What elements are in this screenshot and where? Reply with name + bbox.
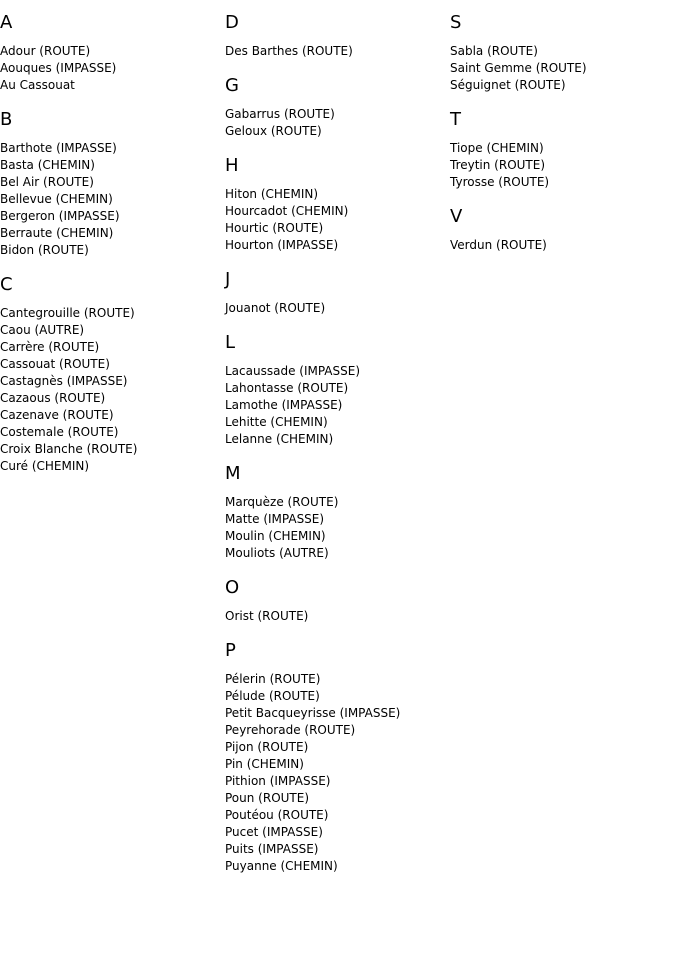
street-link[interactable]: Lamothe (IMPASSE)	[225, 398, 343, 412]
street-list	[225, 671, 450, 875]
letter-group-s	[450, 12, 675, 94]
letter-heading: G	[225, 75, 239, 96]
street-link[interactable]: Moulin (CHEMIN)	[225, 529, 326, 543]
letter-heading: J	[225, 269, 231, 290]
street-index-column-2	[225, 0, 450, 875]
street-link[interactable]: Jouanot (ROUTE)	[225, 301, 326, 315]
street-list	[225, 186, 450, 254]
street-link[interactable]: Hourtic (ROUTE)	[225, 221, 324, 235]
street-link[interactable]: Matte (IMPASSE)	[225, 512, 325, 526]
street-link[interactable]: Bel Air (ROUTE)	[0, 175, 94, 189]
letter-heading: S	[450, 12, 462, 33]
street-link[interactable]: Pithion (IMPASSE)	[225, 774, 331, 788]
street-link[interactable]: Cantegrouille (ROUTE)	[0, 306, 135, 320]
street-link[interactable]: Pélude (ROUTE)	[225, 689, 320, 703]
street-link[interactable]: Lehitte (CHEMIN)	[225, 415, 328, 429]
street-link[interactable]: Gabarrus (ROUTE)	[225, 107, 335, 121]
street-link[interactable]: Pin (CHEMIN)	[225, 757, 304, 771]
letter-heading: O	[225, 577, 240, 598]
letter-heading: B	[0, 109, 13, 130]
letter-heading: D	[225, 12, 239, 33]
letter-heading: C	[0, 274, 13, 295]
street-link[interactable]: Pucet (IMPASSE)	[225, 825, 323, 839]
street-link[interactable]: Berraute (CHEMIN)	[0, 226, 114, 240]
street-link[interactable]: Pijon (ROUTE)	[225, 740, 309, 754]
street-link[interactable]: Tyrosse (ROUTE)	[450, 175, 550, 189]
street-list	[450, 140, 675, 191]
letter-group-p	[225, 640, 450, 875]
street-link[interactable]: Croix Blanche (ROUTE)	[0, 442, 138, 456]
street-link[interactable]: Verdun (ROUTE)	[450, 238, 547, 252]
street-link[interactable]: Lacaussade (IMPASSE)	[225, 364, 361, 378]
street-link[interactable]: Séguignet (ROUTE)	[450, 78, 566, 92]
street-link[interactable]: Aouques (IMPASSE)	[0, 61, 117, 75]
street-link[interactable]: Bellevue (CHEMIN)	[0, 192, 113, 206]
letter-group-v	[450, 206, 675, 254]
street-link[interactable]: Peyrehorade (ROUTE)	[225, 723, 356, 737]
street-list	[0, 305, 225, 475]
street-link[interactable]: Tiope (CHEMIN)	[450, 141, 544, 155]
street-list	[450, 237, 675, 254]
street-list	[225, 43, 450, 60]
letter-group-j	[225, 269, 450, 317]
street-link[interactable]: Sabla (ROUTE)	[450, 44, 538, 58]
letter-group-t	[450, 109, 675, 191]
letter-group-o	[225, 577, 450, 625]
street-link[interactable]: Hiton (CHEMIN)	[225, 187, 319, 201]
street-link[interactable]: Lahontasse (ROUTE)	[225, 381, 349, 395]
letter-group-c	[0, 274, 225, 475]
letter-heading: T	[450, 109, 461, 130]
street-list	[450, 43, 675, 94]
street-link[interactable]: Bidon (ROUTE)	[0, 243, 89, 257]
letter-group-l	[225, 332, 450, 448]
street-link[interactable]: Barthote (IMPASSE)	[0, 141, 117, 155]
letter-heading: V	[450, 206, 463, 227]
letter-group-a	[0, 12, 225, 94]
street-link[interactable]: Marquèze (ROUTE)	[225, 495, 339, 509]
letter-heading: M	[225, 463, 241, 484]
street-link[interactable]: Mouliots (AUTRE)	[225, 546, 329, 560]
street-link[interactable]: Lelanne (CHEMIN)	[225, 432, 334, 446]
street-index-column-3	[450, 0, 675, 254]
letter-heading: P	[225, 640, 236, 661]
street-link[interactable]: Cazenave (ROUTE)	[0, 408, 114, 422]
street-link[interactable]: Hourton (IMPASSE)	[225, 238, 339, 252]
street-link[interactable]: Curé (CHEMIN)	[0, 459, 90, 473]
street-link[interactable]: Poun (ROUTE)	[225, 791, 310, 805]
street-link[interactable]: Hourcadot (CHEMIN)	[225, 204, 349, 218]
street-link[interactable]: Basta (CHEMIN)	[0, 158, 95, 172]
street-link[interactable]: Geloux (ROUTE)	[225, 124, 322, 138]
letter-group-b	[0, 109, 225, 259]
street-link[interactable]: Castagnès (IMPASSE)	[0, 374, 128, 388]
letter-group-h	[225, 155, 450, 254]
street-link[interactable]: Petit Bacqueyrisse (IMPASSE)	[225, 706, 401, 720]
street-link[interactable]: Des Barthes (ROUTE)	[225, 44, 353, 58]
street-link[interactable]: Poutéou (ROUTE)	[225, 808, 329, 822]
street-index-column-1	[0, 0, 225, 475]
street-link[interactable]: Orist (ROUTE)	[225, 609, 309, 623]
street-list	[225, 494, 450, 562]
letter-heading: H	[225, 155, 239, 176]
street-list	[225, 363, 450, 448]
letter-group-m	[225, 463, 450, 562]
street-link[interactable]: Cassouat (ROUTE)	[0, 357, 110, 371]
street-list	[225, 106, 450, 140]
letter-heading: L	[225, 332, 236, 353]
street-list	[225, 608, 450, 625]
street-link[interactable]: Puyanne (CHEMIN)	[225, 859, 338, 873]
street-list	[225, 300, 450, 317]
street-link[interactable]: Cazaous (ROUTE)	[0, 391, 106, 405]
letter-group-d	[225, 12, 450, 60]
street-link[interactable]: Costemale (ROUTE)	[0, 425, 119, 439]
street-link[interactable]: Puits (IMPASSE)	[225, 842, 319, 856]
street-link[interactable]: Bergeron (IMPASSE)	[0, 209, 120, 223]
letter-group-g	[225, 75, 450, 140]
street-link[interactable]: Saint Gemme (ROUTE)	[450, 61, 587, 75]
street-link[interactable]: Au Cassouat	[0, 78, 75, 92]
street-list	[0, 43, 225, 94]
street-link[interactable]: Caou (AUTRE)	[0, 323, 85, 337]
street-link[interactable]: Treytin (ROUTE)	[450, 158, 546, 172]
letter-heading: A	[0, 12, 13, 33]
street-link[interactable]: Adour (ROUTE)	[0, 44, 91, 58]
street-link[interactable]: Pélerin (ROUTE)	[225, 672, 321, 686]
street-list	[0, 140, 225, 259]
street-link[interactable]: Carrère (ROUTE)	[0, 340, 100, 354]
